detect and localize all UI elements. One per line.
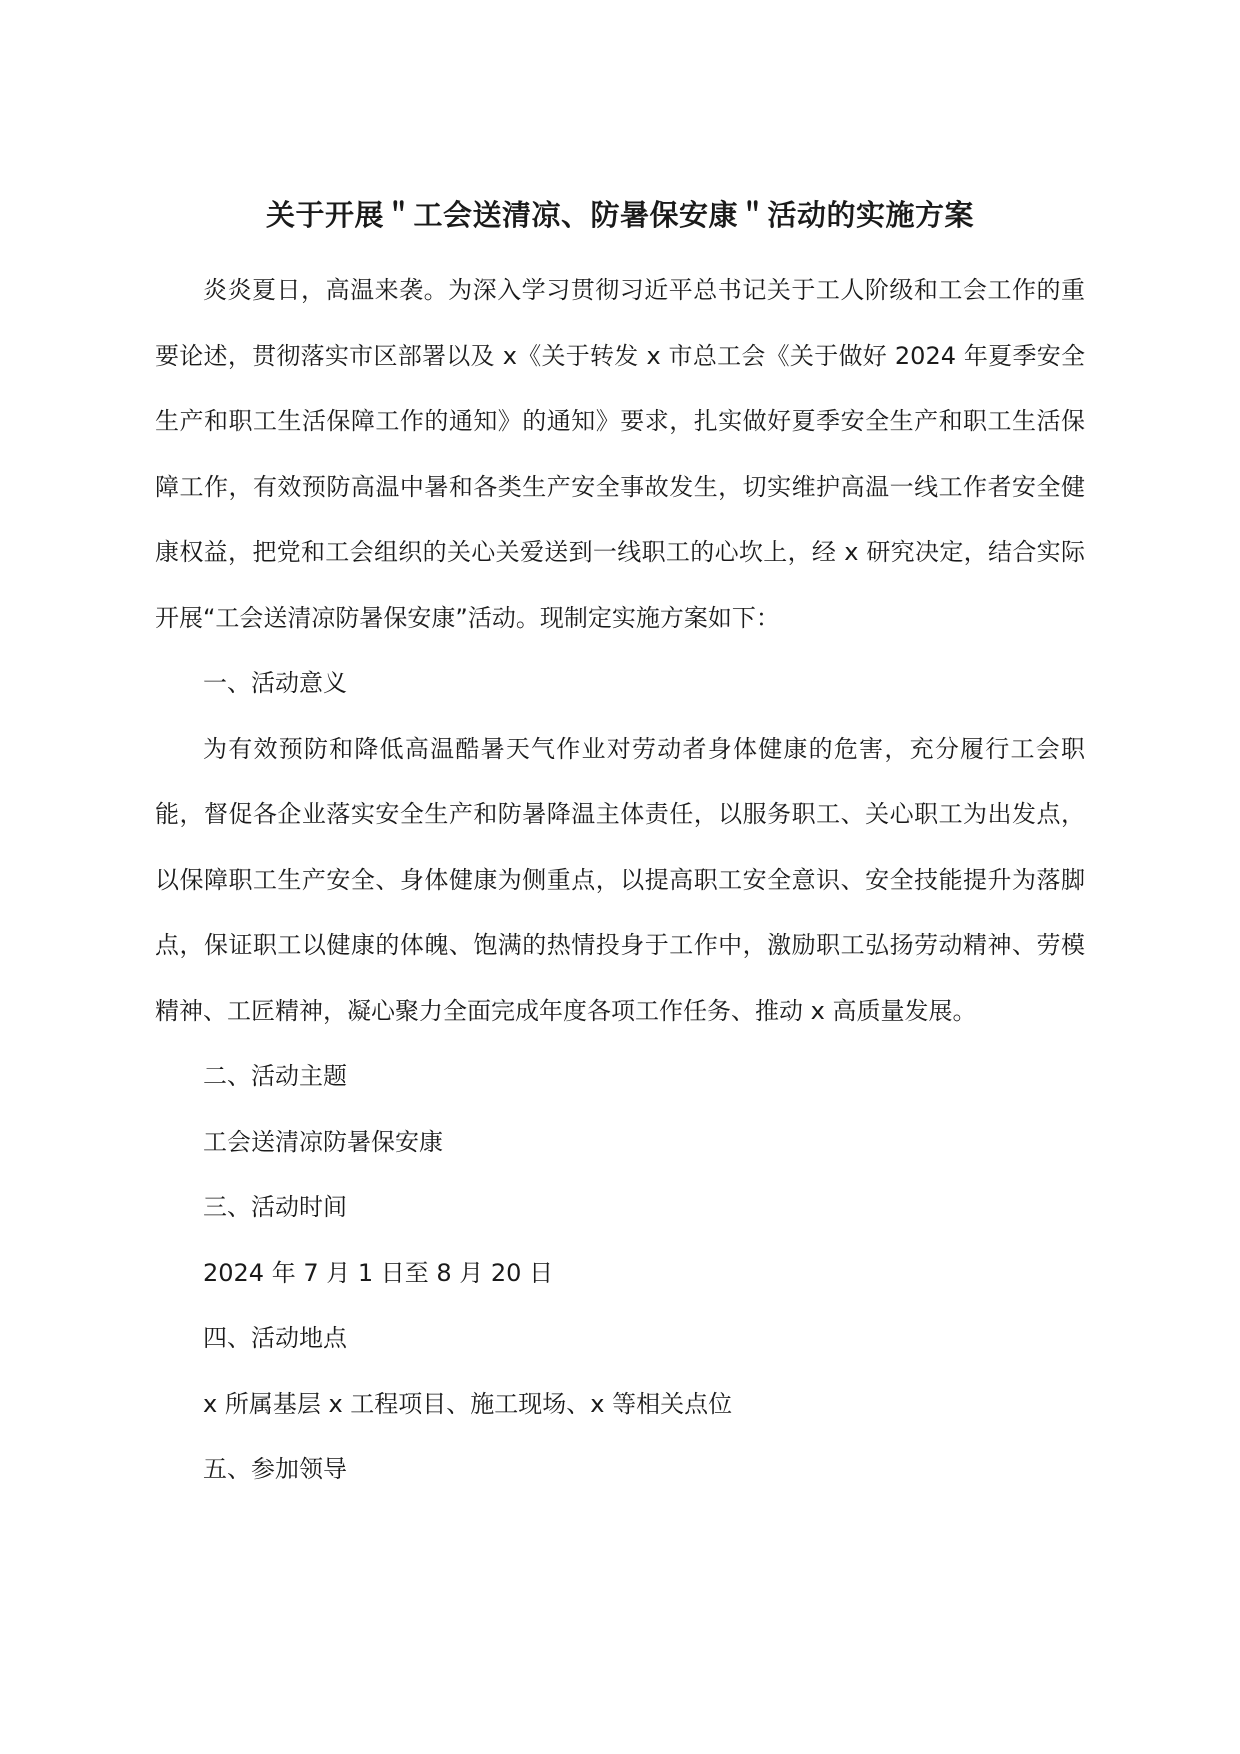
intro-paragraph: 炎炎夏日，高温来袭。为深入学习贯彻习近平总书记关于工人阶级和工会工作的重要论述，贯彻落实市区部署以及 x《关于转发 x 市总工会《关于做好 2024 年夏季安全生产和职工生活保障工作的通知》的通知》要求，扎实做好夏季安全生产和职工生活保障工作，有效预防高温中暑和各类生产安全事故发生，切实维护高温一线工作者安全健康权益，把党和工会组织的关心关爱送到一线职工的心坎上，经 x 研究决定，结合实际开展“工会送清凉防暑保安康”活动。现制定实施方案如下： (155, 276, 1085, 632)
section-heading-leaders: 五、参加领导 (203, 1455, 347, 1483)
section-body-location: x 所属基层 x 工程项目、施工现场、x 等相关点位 (203, 1389, 733, 1418)
document-title: 关于开展＂工会送清凉、防暑保安康＂活动的实施方案 (265, 198, 974, 232)
section-body-significance: 为有效预防和降低高温酷暑天气作业对劳动者身体健康的危害，充分履行工会职能，督促各企业落实安全生产和防暑降温主体责任，以服务职工、关心职工为出发点，以保障职工生产安全、身体健康为侧重点，以提高职工安全意识、安全技能提升为落脚点，保证职工以健康的体魄、饱满的热情投身于工作中，激励职工弘扬劳动精神、劳模精神、工匠精神，凝心聚力全面完成年度各项工作任务、推动 x 高质量发展。 (155, 734, 1085, 1025)
section-heading-theme: 二、活动主题 (203, 1062, 347, 1090)
section-heading-significance: 一、活动意义 (203, 669, 347, 697)
section-heading-time: 三、活动时间 (203, 1193, 347, 1221)
section-body-theme: 工会送清凉防暑保安康 (203, 1127, 443, 1156)
document-page (155, 190, 1085, 1503)
section-body-time: 2024 年 7 月 1 日至 8 月 20 日 (203, 1258, 554, 1287)
section-heading-location: 四、活动地点 (203, 1324, 347, 1352)
